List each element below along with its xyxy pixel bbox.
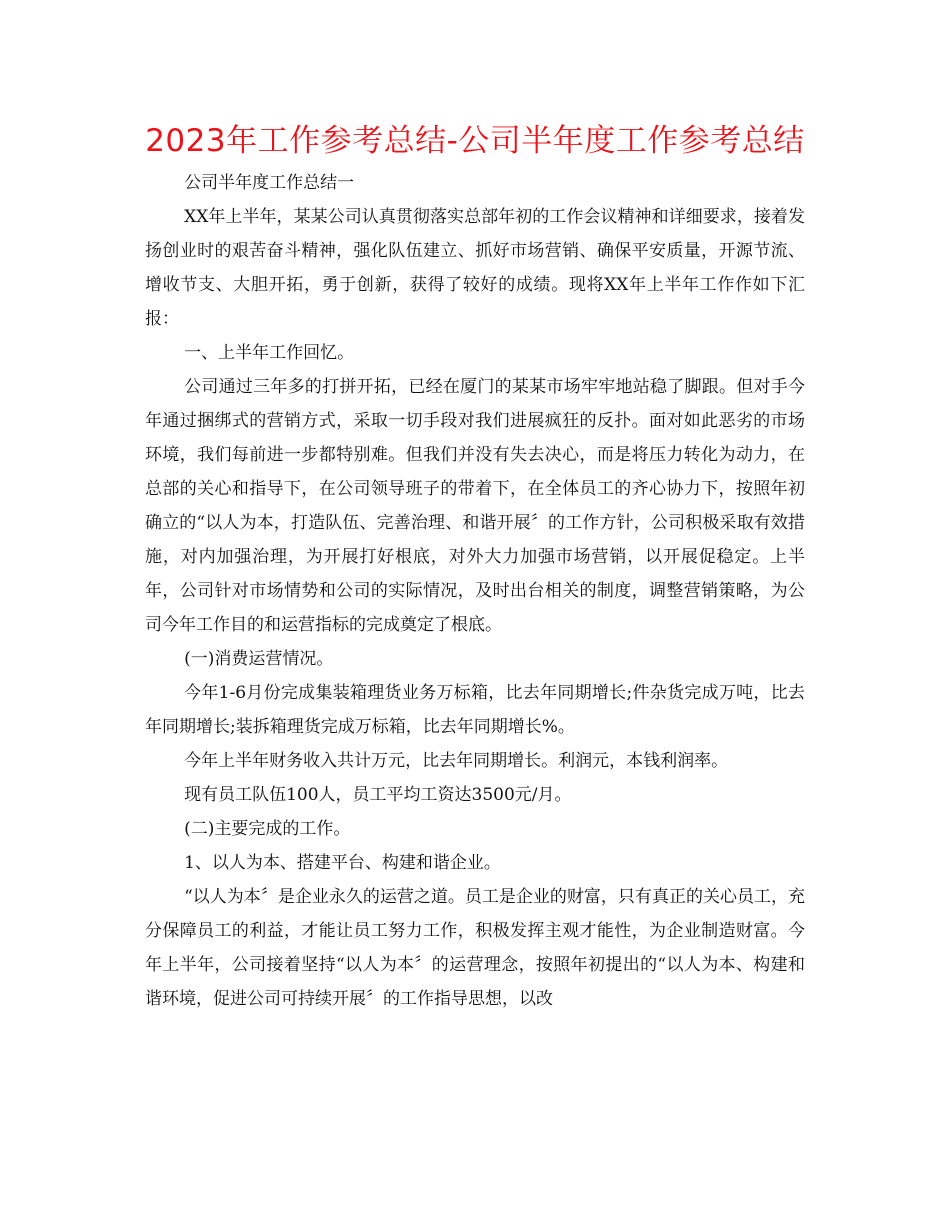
document-body [145, 166, 805, 1016]
paragraph-people-first: “以人为本〞是企业永久的运营之道。员工是企业的财富，只有真正的关心员工，充分保障员工的利益，才能让员工努力工作，积极发挥主观才能性，为企业制造财富。今年上半年，公司接着坚持“以人为本〞的运营理念，按照年初提出的“以人为本、构建和谐环境，促进公司可持续开展〞的工作指导思想，以改 [145, 887, 805, 1009]
section-heading: 公司半年度工作总结一 [184, 173, 355, 193]
paragraph-operations: 今年1-6月份完成集装箱理货业务万标箱，比去年同期增长;件杂货完成万吨，比去年同期增长;装拆箱理货完成万标箱，比去年同期增长%。 [145, 683, 805, 737]
document-title: 2023年工作参考总结-公司半年度工作参考总结 [145, 123, 805, 159]
paragraph-staff: 现有员工队伍100人，员工平均工资达3500元/月。 [184, 785, 572, 805]
paragraph-review: 公司通过三年多的打拼开拓，已经在厦门的某某市场牢牢地站稳了脚跟。但对手今年通过捆绑式的营销方式，采取一切手段对我们进展疯狂的反扑。面对如此恶劣的市场环境，我们每前进一步都特别难。但我们并没有失去决心，而是将压力转化为动力，在总部的关心和指导下，在公司领导班子的带着下，在全体员工的齐心协力下，按照年初确立的“以人为本，打造队伍、完善治理、和谐开展〞的工作方针，公司积极采取有效措施，对内加强治理，为开展打好根底，对外大力加强市场营销，以开展促稳定。上半年，公司针对市场情势和公司的实际情况，及时出台相关的制度，调整营销策略，为公司今年工作目的和运营指标的完成奠定了根底。 [145, 377, 805, 635]
subsection-heading: (二)主要完成的工作。 [184, 819, 351, 839]
subsection-heading: (一)消费运营情况。 [184, 649, 334, 669]
paragraph-finance: 今年上半年财务收入共计万元，比去年同期增长。利润元，本钱利润率。 [184, 751, 729, 771]
paragraph-intro: XX年上半年，某某公司认真贯彻落实总部年初的工作会议精神和详细要求，接着发扬创业时的艰苦奋斗精神，强化队伍建立、抓好市场营销、确保平安质量，开源节流、增收节支、大胆开拓，勇于创新，获得了较好的成绩。现将XX年上半年工作作如下汇报： [145, 207, 805, 329]
section-heading: 一、上半年工作回忆。 [184, 343, 355, 363]
item-heading: 1、以人为本、搭建平台、构建和谐企业。 [184, 853, 501, 873]
